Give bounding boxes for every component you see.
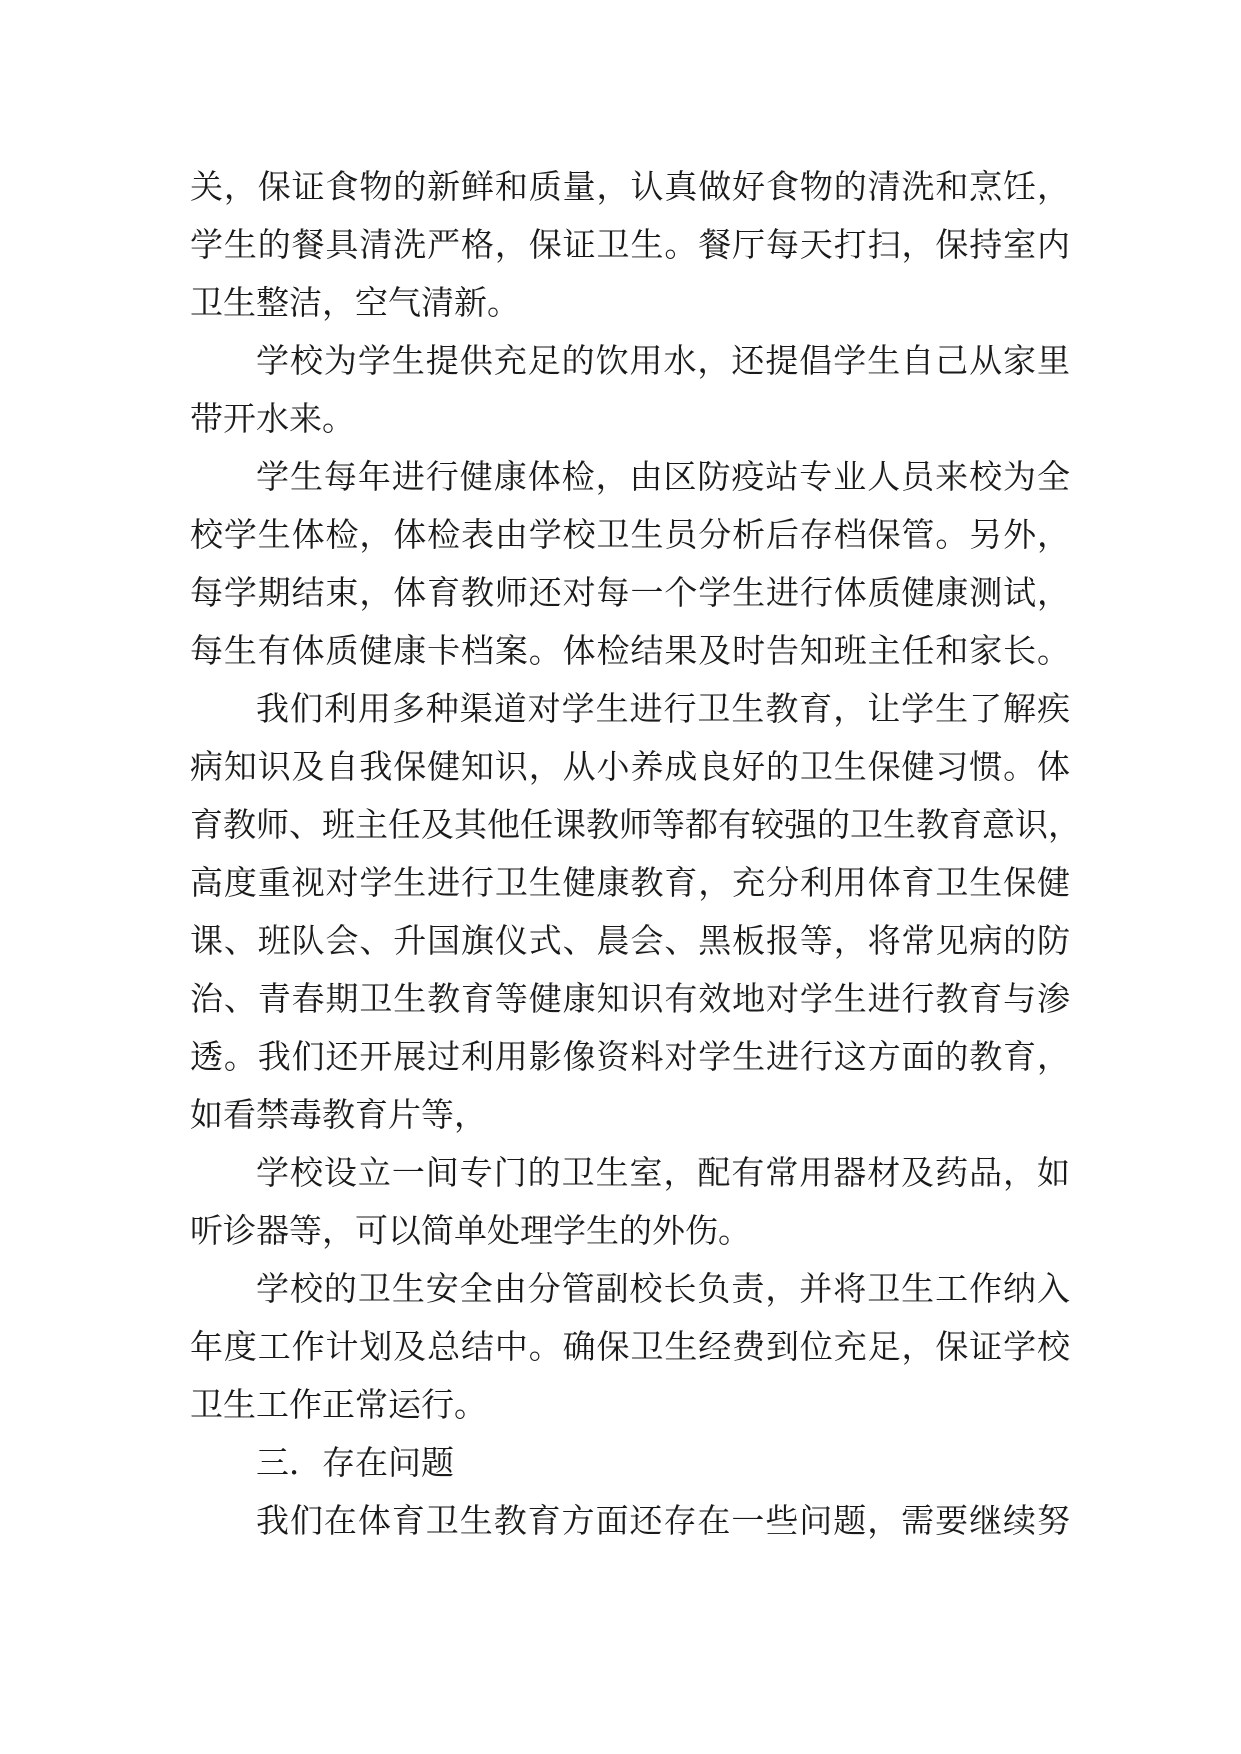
- text-line: 透。我们还开展过利用影像资料对学生进行这方面的教育，: [190, 1037, 1070, 1076]
- paragraph-first-line: 学校为学生提供充足的饮用水，还提倡学生自己从家里: [256, 341, 1070, 380]
- paragraph-first-line: 学校的卫生安全由分管副校长负责，并将卫生工作纳入: [256, 1269, 1070, 1308]
- text-line: 卫生工作正常运行。: [190, 1385, 487, 1424]
- text-line: 治、青春期卫生教育等健康知识有效地对学生进行教育与渗: [190, 979, 1070, 1018]
- text-line: 卫生整洁，空气清新。: [190, 283, 520, 322]
- text-line: 高度重视对学生进行卫生健康教育，充分利用体育卫生保健: [190, 863, 1070, 902]
- text-line: 带开水来。: [190, 399, 355, 438]
- text-line: 年度工作计划及总结中。确保卫生经费到位充足，保证学校: [190, 1327, 1070, 1366]
- paragraph-first-line: 我们在体育卫生教育方面还存在一些问题，需要继续努: [256, 1501, 1070, 1540]
- paragraph-first-line: 我们利用多种渠道对学生进行卫生教育，让学生了解疾: [256, 689, 1070, 728]
- text-line: 校学生体检，体检表由学校卫生员分析后存档保管。另外，: [190, 515, 1070, 554]
- text-line: 课、班队会、升国旗仪式、晨会、黑板报等，将常见病的防: [190, 921, 1070, 960]
- text-line: 病知识及自我保健知识，从小养成良好的卫生保健习惯。体: [190, 747, 1070, 786]
- text-line: 育教师、班主任及其他任课教师等都有较强的卫生教育意识，: [190, 805, 1081, 844]
- text-line: 每生有体质健康卡档案。体检结果及时告知班主任和家长。: [190, 631, 1070, 670]
- document-page: [190, 158, 1081, 1550]
- text-line: 关，保证食物的新鲜和质量，认真做好食物的清洗和烹饪，: [190, 167, 1070, 206]
- text-line: 听诊器等，可以简单处理学生的外伤。: [190, 1211, 751, 1250]
- paragraph-first-line: 学生每年进行健康体检，由区防疫站专业人员来校为全: [256, 457, 1070, 496]
- text-line: 学生的餐具清洗严格，保证卫生。餐厅每天打扫，保持室内: [190, 225, 1070, 264]
- text-line: 如看禁毒教育片等，: [190, 1095, 487, 1134]
- text-line: 每学期结束，体育教师还对每一个学生进行体质健康测试，: [190, 573, 1070, 612]
- section-heading: 三．存在问题: [256, 1443, 454, 1482]
- paragraph-first-line: 学校设立一间专门的卫生室，配有常用器材及药品，如: [256, 1153, 1070, 1192]
